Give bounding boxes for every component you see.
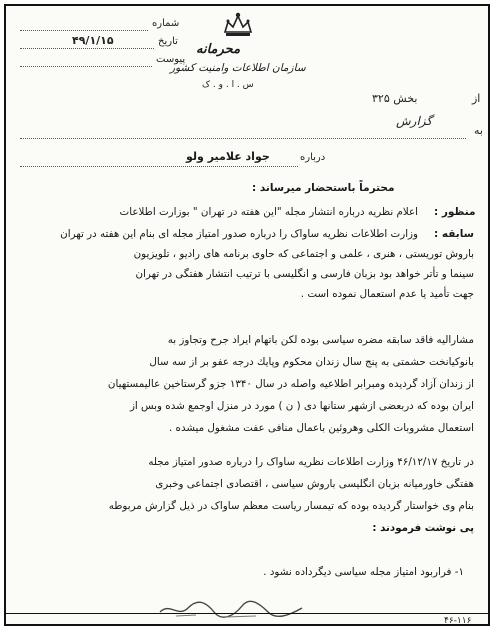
body-line: سینما و تأتر خواهد بود بزبان فارسی و انگلیسی با ترتیب انتشار هفتگی در تهران — [135, 268, 474, 280]
organization-code: س . ا . و . ک — [202, 80, 254, 90]
attachment-label: پیوست — [156, 54, 186, 65]
body-line: جهت تأمید یا عدم استعمال نموده است . — [300, 288, 474, 300]
date-label: تاریخ — [158, 36, 178, 47]
footer-code: ۴۶-۱۱۶ — [444, 616, 472, 626]
footer-rule — [6, 613, 488, 614]
signature-icon — [156, 598, 306, 620]
to-field-line — [20, 138, 466, 139]
to-label: به — [474, 124, 483, 137]
subject-value: جواد علامیر ولو — [186, 150, 270, 163]
subject-label: درباره — [300, 152, 326, 163]
body-line: بنام وی خواستار گردیده بوده که تیمسار ریاست معظم ساواک در ذیل گزارش مربوطه — [108, 500, 474, 512]
body-line: استعمال مشروبات الکلی وهروئین باعمال منافی عفت مشغول میشده . — [169, 422, 474, 434]
number-label: شماره — [152, 18, 180, 29]
purpose-label: منظور : — [434, 206, 476, 218]
body-line: در تاریخ ۴۶/۱۲/۱۷ وزارت اطلاعات نظریه ساواک را درباره صدور امتیاز مجله — [148, 456, 474, 468]
attachment-field-line — [20, 66, 152, 67]
body-line: باروش توریستی ، هنری ، علمی و اجتماعی که حاوی برنامه های رادیو ، تلویزیون — [133, 248, 474, 260]
section-label: بخش ۳۲۵ — [372, 92, 418, 105]
classification-title: محرمانه — [196, 42, 241, 57]
report-label: گزارش — [396, 114, 433, 128]
body-line: از زندان آزاد گردیده ومبرابر اطلاعیه واصله در سال ۱۳۴۰ جزو گرستاخین عالیمستهیان — [107, 378, 474, 390]
organization-name: سازمان اطلاعات وامنیت کشور — [170, 62, 306, 74]
subject-field-line — [20, 166, 298, 167]
background-label: سابقه : — [434, 228, 474, 240]
date-value: ۴۹/۱/۱۵ — [72, 34, 114, 47]
number-field-line — [20, 30, 148, 31]
from-label: از — [472, 92, 481, 105]
body-line: بانوکیانخت حشمتی به پنج سال زندان محکوم وپایك درجه عفو بر از سه سال — [149, 356, 474, 368]
body-line: ایران بوده که دربعضی ازشهر ستانها دی ( ن ) مورد در منزل اوجمع شده وبس از — [129, 400, 474, 412]
greeting-text: محترماً باستحضار میرساند : — [252, 182, 395, 194]
document-page — [4, 4, 490, 626]
body-line: مشارالیه فاقد سابقه مضره سیاسی بوده لکن باتهام ایراد جرح وتجاوز به — [167, 334, 474, 346]
body-line: وزارت اطلاعات نظریه ساواک را درباره صدور امتیاز مجله ای بنام این هفته در تهران — [60, 228, 418, 240]
state-emblem-icon — [217, 10, 259, 38]
date-field-line — [20, 48, 154, 49]
body-line: ۱- فراربود امتیاز مجله سیاسی دیگرداده نشود . — [263, 566, 464, 578]
body-line: هفتگی خاورمیانه بزبان انگلیسی باروش سیاسی ، اقتصادی اجتماعی وخبری — [155, 478, 474, 490]
purpose-text: اعلام نظریه درباره انتشار مجله "این هفته در تهران " بوزارت اطلاعات — [119, 206, 418, 218]
body-line: پی نوشت فرمودند : — [372, 522, 474, 534]
